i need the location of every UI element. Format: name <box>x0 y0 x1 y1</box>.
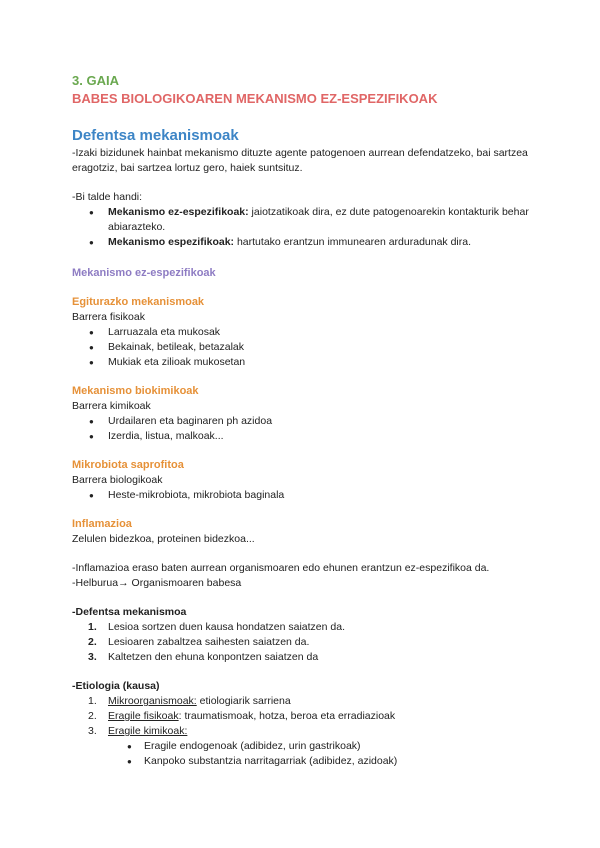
heading-defentsa-mekanismoa: -Defentsa mekanismoa <box>72 606 187 618</box>
item-text: Lesioaren zabaltzea saihesten saiatzen da. <box>108 636 310 648</box>
term: Eragile kimikoak: <box>108 725 188 737</box>
section-heading-defentsa: Defentsa mekanismoak <box>72 127 239 144</box>
heading-etiologia: -Etiologia (kausa) <box>72 680 160 692</box>
item-text: : traumatismoak, hotza, beroa eta erradiazioak <box>178 710 396 722</box>
list-item <box>72 205 532 235</box>
item-number: 2. <box>88 710 97 722</box>
title-main: BABES BIOLOGIKOAREN MEKANISMO EZ-ESPEZIFIKOAK <box>72 91 438 106</box>
document-page <box>72 72 532 769</box>
sub-list-item: ● Kanpoko substantzia narritagarriak (adibidez, azidoak) <box>72 754 532 769</box>
term-text: hartutako erantzun immunearen arduradunak dira. <box>234 236 472 248</box>
paragraph: Zelulen bidezkoa, proteinen bidezkoa... <box>72 533 255 545</box>
label: Barrera fisikoak <box>72 311 145 323</box>
item-number: 1. <box>88 695 97 707</box>
title-number: 3. GAIA <box>72 73 119 88</box>
intro-paragraph: -Izaki bizidunek hainbat mekanismo dituzte agente patogenoen aurrean defendatzeko, bai sartzea eragotziz, bai sartzea lortuz gero, haiek suntsituz. <box>72 147 528 174</box>
paragraph: -Helburua→ Organismoaren babesa <box>72 577 242 589</box>
list-item: ● Heste-mikrobiota, mikrobiota baginala <box>72 488 532 503</box>
list-item <box>72 709 532 724</box>
list-item: ● Urdailaren eta baginaren ph azidoa <box>72 414 532 429</box>
item-text: etiologiarik sarriena <box>196 695 291 707</box>
heading-inflamazioa: Inflamazioa <box>72 518 132 530</box>
list-item: ● Larruazala eta mukosak <box>72 325 532 340</box>
heading-mikrobiota: Mikrobiota saprofitoa <box>72 459 184 471</box>
term: Mekanismo espezifikoak: <box>108 236 235 248</box>
heading-biokimikoak: Mekanismo biokimikoak <box>72 385 199 397</box>
list-item <box>72 635 532 650</box>
list-item <box>72 724 532 739</box>
term: Mekanismo ez-espezifikoak: <box>108 206 249 218</box>
term-text: jaiotzatikoak dira, ez dute patogenoarekin kontakturik behar abiarazteko. <box>108 206 529 233</box>
item-text: Kaltetzen den ehuna konpontzen saiatzen da <box>108 651 319 663</box>
list-item <box>72 694 532 709</box>
sub-list-item: ● Eragile endogenoak (adibidez, urin gastrikoak) <box>72 739 532 754</box>
item-text: Lesioa sortzen duen kausa hondatzen saiatzen da. <box>108 621 346 633</box>
list-item <box>72 620 532 635</box>
list-item: ● Mukiak eta zilioak mukosetan <box>72 355 532 370</box>
item-number: 3. <box>88 651 97 663</box>
heading-egiturazko: Egiturazko mekanismoak <box>72 296 205 308</box>
paragraph: -Inflamazioa eraso baten aurrean organismoaren edo ehunen erantzun ez-espezifikoa da. <box>72 562 490 574</box>
label: Barrera kimikoak <box>72 400 151 412</box>
term: Eragile fisikoak <box>108 710 179 722</box>
list-item: ● Izerdia, listua, malkoak... <box>72 429 532 444</box>
item-number: 3. <box>88 725 97 737</box>
subheading-purple: Mekanismo ez-espezifikoak <box>72 267 216 279</box>
groups-label: -Bi talde handi: <box>72 191 143 203</box>
list-item: ● Bekainak, betileak, betazalak <box>72 340 532 355</box>
term: Mikroorganismoak: <box>108 695 197 707</box>
label: Barrera biologikoak <box>72 474 163 486</box>
list-item <box>72 235 532 250</box>
item-number: 1. <box>88 621 97 633</box>
list-item <box>72 650 532 665</box>
item-number: 2. <box>88 636 97 648</box>
